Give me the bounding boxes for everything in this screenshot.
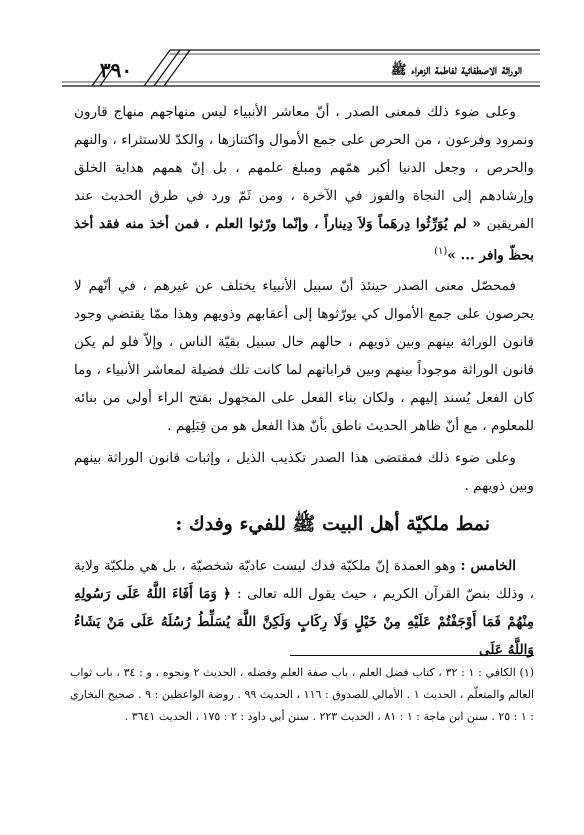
paragraph-fifth [74, 552, 534, 664]
page-number: ٣٩٠ [99, 58, 133, 82]
paragraph-1 [74, 98, 534, 270]
footnote-marker-1: (١) [434, 246, 448, 257]
paragraph-1-text: وعلى ضوء ذلك فمعنى الصدر ، أنّ معاشر الأنبياء ليس منهاجهم منهاج قارون ونمرود وفرعون ، من الحرص على جمع الأموال واكتنازها ، والكدّ للاستثراء ، والنهم والحرص ، وجعل الدنيا أكبر همّهم ومبلغ علمهم ، بل إنّ همهم هداية الخلق وإرشادهم إلى النجاة والفوز في الآخرة ، ومن ثَمّ ورد في طرق الحديث عند الفريقين [74, 104, 534, 232]
footnotes [70, 662, 534, 728]
hadith-quote: « لم يُوَرِّثُوا دِرهَماً وَلاَ دِيناراً ، وإنّما ورّثوا العلم ، فمن أخذ منه فقد أخذ بحظّ وافر ... » [74, 216, 534, 264]
fifth-label: الخامس : [460, 558, 516, 574]
paragraph-2 [74, 272, 534, 440]
running-header [62, 48, 540, 90]
quran-verse: ﴿ وَمَا أَفَاءَ اللَّهُ عَلَى رَسُولِهِ مِنْهُمْ فَمَا أَوْجَفْتُمْ عَلَيْهِ مِنْ خَيْلٍ وَلَا رِكَابٍ وَلَكِنَّ اللَّهَ يُسَلِّطُ رُسُلَهُ عَلَى مَنْ يَشَاءُ وَاللَّهُ عَلَى [74, 586, 534, 658]
running-title: الوراثة الاصطفائية لفاطمة الزهراء ﷺ [390, 63, 522, 78]
fifth-text: وهو العمدة إنّ ملكيّة فدك ليست عاديّة شخصيّة ، بل هي ملكيّة ولاية ، وذلك بنصّ القرآن الكريم ، حيث يقول الله تعالى : [74, 558, 534, 602]
footnote-divider [290, 655, 534, 656]
section-heading: نمط ملكيّة أهل البيت ﷺ للفيء وفدك : [175, 513, 490, 535]
paragraph-3-text: وعلى ضوء ذلك فمقتضى هذا الصدر تكذيب الذيل ، وإثبات قانون الوراثة بينهم وبين ذويهم . [74, 450, 534, 494]
paragraph-3 [74, 444, 534, 500]
footnote-1: (١) الكافي : ١ : ٣٢ ، كتاب فضل العلم ، باب صفة العلم وفضله ، الحديث ٢ ونحوه ، و : ٣٤ ، باب ثواب العالم والمتعلّم ، الحديث ١ . الأمالي للصدوق : ١١٦ ، الحديث ٩٩ . روضة الواعظين : ٩ . صحيح البخاري : ١ : ٢٥ . سنن ابن ماجة : ١ : ٨١ ، الحديث ٢٢٣ . سنن أبي داود : ٢ : ١٧٥ ، الحديث ٣٦٤١ . [70, 666, 535, 723]
paragraph-2-text: فمحصّل معنى الصدر حينئذ أنّ سبيل الأنبياء يختلف عن غيرهم ، في أنّهم لا يحرصون على جمع الأموال كي يورّثوها إلى أعقابهم وذويهم وهذا ممّا يقتضي وجود قانون الوراثة بينهم وبين ذويهم ، حالهم حال سبيل بقيّة الناس ، وإلاّ فلو لم يكن قانون الوراثة موجوداً بينهم وبين قراباتهم لما كانت تلك فضيلة لمعاشر الأنبياء ، وما كان الفعل يُسند إليهم ، ولكان بناء الفعل على المجهول بفتح الراء أولى من بنائه للمعلوم ، مع أنّ ظاهر الحديث ناطق بأنّ هذا الفعل هو من قِبَلِهم . [74, 278, 534, 434]
